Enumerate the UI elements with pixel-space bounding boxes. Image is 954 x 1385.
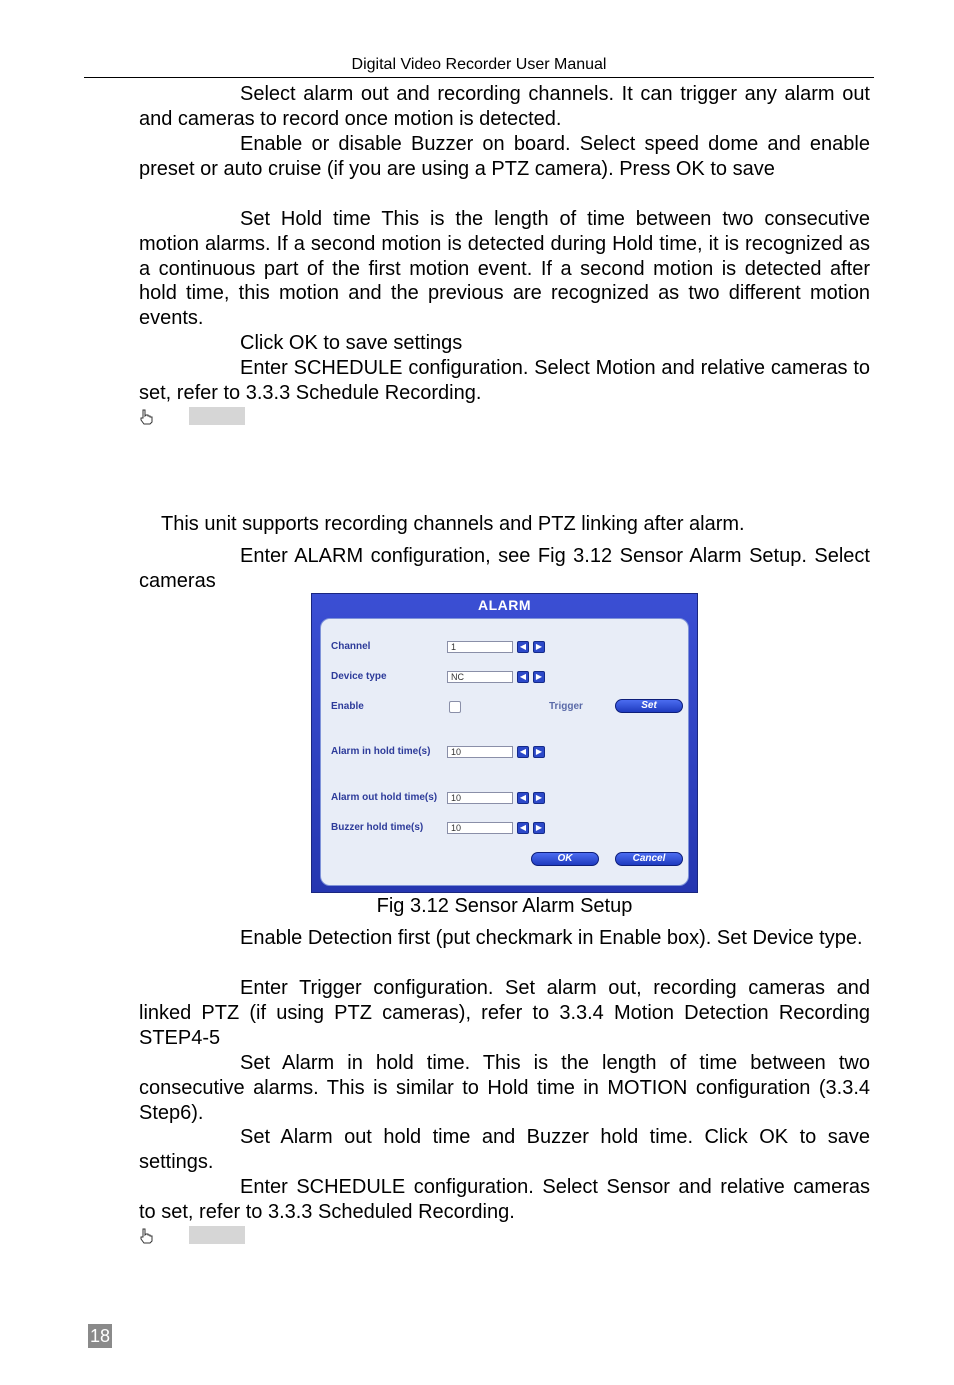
- ok-button[interactable]: OK: [531, 852, 599, 866]
- enable-checkbox[interactable]: [449, 701, 461, 713]
- alarm-out-next-arrow-icon[interactable]: ▶: [533, 792, 545, 804]
- buzzer-prev-arrow-icon[interactable]: ◀: [517, 822, 529, 834]
- channel-prev-arrow-icon[interactable]: ◀: [517, 641, 529, 653]
- channel-label: Channel: [331, 641, 371, 652]
- pointing-hand-icon: [139, 409, 153, 425]
- pointing-hand-icon: [139, 1228, 153, 1244]
- trigger-label: Trigger: [549, 701, 583, 712]
- intro-text: This unit supports recording channels and PTZ linking after alarm.: [161, 513, 745, 535]
- step-save-text: Click OK to save settings: [240, 332, 463, 354]
- channel-next-arrow-icon[interactable]: ▶: [533, 641, 545, 653]
- set-button[interactable]: Set: [615, 699, 683, 713]
- note-label-box: [189, 1226, 245, 1244]
- alarm-dialog: [311, 593, 698, 893]
- dialog-title: ALARM: [477, 597, 532, 613]
- step-trigger-text: Enter Trigger configuration. Set alarm out, recording cameras and linked PTZ (if using PTZ cameras), refer to 3.3.4 Motion Detection Recording STEP4-5: [139, 977, 870, 1049]
- header-rule: [84, 77, 874, 78]
- step-schedule-text: Enter SCHEDULE configuration. Select Motion and relative cameras to set, refer to 3.3.3 Schedule Recording.: [139, 357, 870, 404]
- step-enter-alarm-text: Enter ALARM configuration, see Fig 3.12 Sensor Alarm Setup. Select cameras: [139, 545, 870, 592]
- step-schedule-sensor-text: Enter SCHEDULE configuration. Select Sensor and relative cameras to set, refer to 3.3.3 Scheduled Recording.: [139, 1176, 870, 1223]
- step-alarm-in-hold-text: Set Alarm in hold time. This is the length of time between two consecutive alarms. This is similar to Hold time in MOTION configuration (3.3.4 Step6).: [139, 1052, 870, 1124]
- note-label-box: [189, 407, 245, 425]
- device-type-next-arrow-icon[interactable]: ▶: [533, 671, 545, 683]
- cancel-button[interactable]: Cancel: [615, 852, 683, 866]
- alarm-in-prev-arrow-icon[interactable]: ◀: [517, 746, 529, 758]
- alarm-in-hold-label: Alarm in hold time(s): [331, 746, 431, 757]
- figure-caption: Fig 3.12 Sensor Alarm Setup: [376, 895, 633, 917]
- step-alarm-out-hold-text: Set Alarm out hold time and Buzzer hold time. Click OK to save settings.: [139, 1126, 870, 1173]
- step-alarm-out-text: Select alarm out and recording channels. It can trigger any alarm out and cameras to record once motion is detected.: [139, 83, 870, 130]
- note-marker: [139, 407, 245, 427]
- dialog-panel: [320, 618, 689, 886]
- page-header: Digital Video Recorder User Manual: [351, 56, 607, 73]
- page-number: 18: [89, 1326, 111, 1346]
- step-enable-detection-text: Enable Detection first (put checkmark in Enable box). Set Device type.: [240, 927, 863, 949]
- device-type-field[interactable]: NC: [447, 671, 513, 683]
- device-type-label: Device type: [331, 671, 387, 682]
- alarm-out-prev-arrow-icon[interactable]: ◀: [517, 792, 529, 804]
- step-buzzer-text: Enable or disable Buzzer on board. Select speed dome and enable preset or auto cruise (if you are using a PTZ camera). Press OK to save: [139, 133, 870, 180]
- step-hold-time-text: Set Hold time This is the length of time between two consecutive motion alarms. If a second motion is detected during Hold time, it is recognized as a continuous part of the first motion event. If a second motion is detected after hold time, this motion and the previous are recognized as two different motion events.: [139, 208, 870, 330]
- buzzer-hold-label: Buzzer hold time(s): [331, 822, 424, 833]
- alarm-out-hold-field[interactable]: 10: [447, 792, 513, 804]
- alarm-in-next-arrow-icon[interactable]: ▶: [533, 746, 545, 758]
- enable-label: Enable: [331, 701, 364, 712]
- channel-field[interactable]: 1: [447, 641, 513, 653]
- buzzer-next-arrow-icon[interactable]: ▶: [533, 822, 545, 834]
- device-type-prev-arrow-icon[interactable]: ◀: [517, 671, 529, 683]
- alarm-in-hold-field[interactable]: 10: [447, 746, 513, 758]
- alarm-out-hold-label: Alarm out hold time(s): [331, 792, 438, 803]
- note-marker-bottom: [139, 1226, 245, 1246]
- buzzer-hold-field[interactable]: 10: [447, 822, 513, 834]
